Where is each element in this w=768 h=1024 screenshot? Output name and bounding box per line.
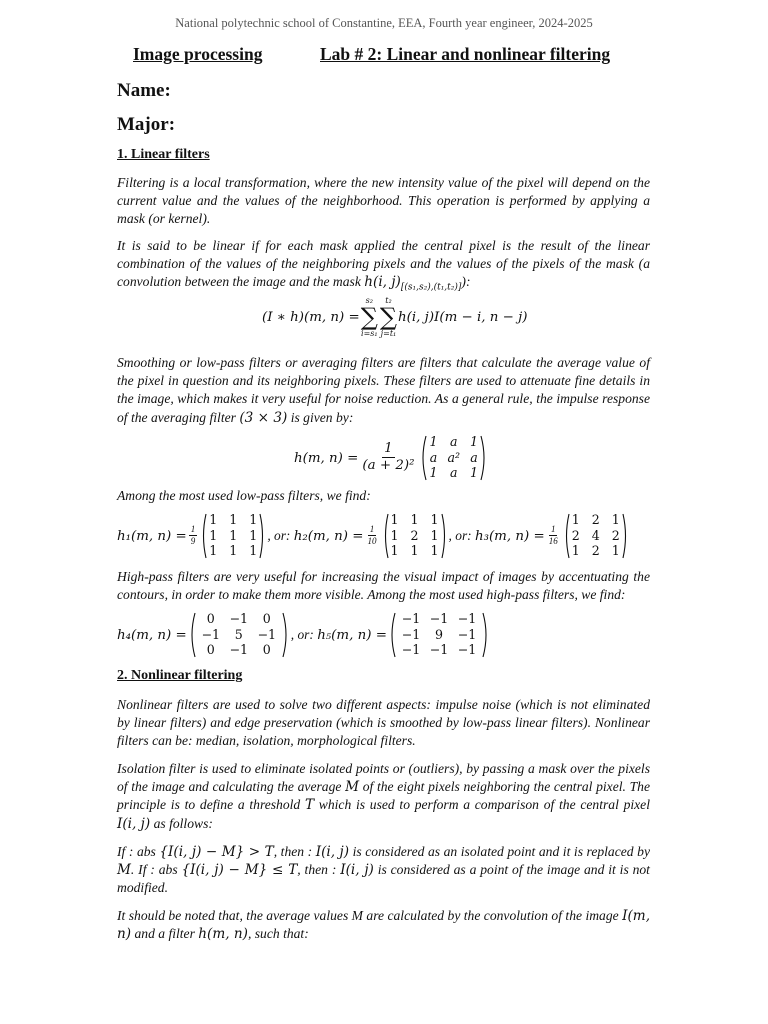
mask-subscript: [(s₁,s₂),(t₁,t₂)] — [400, 283, 462, 294]
matrix-cell: 1 — [429, 465, 438, 481]
h3-lhs: h₃(m, n) = — [474, 528, 545, 544]
h3-den: 16 — [548, 536, 558, 547]
symbol-I: I(i, j) — [315, 844, 350, 860]
matrix-cell: a — [449, 465, 458, 481]
right-paren-icon — [480, 435, 487, 481]
sum-i — [361, 296, 378, 338]
h1-matrix-grid — [207, 513, 259, 559]
matrix-cell: 1 — [390, 543, 399, 559]
p7-text-b: of the eight pixels neighboring the central pixel. The principle is to define a threshold — [117, 779, 650, 813]
averaging-filter-equation — [294, 435, 489, 481]
h4-matrix — [189, 612, 289, 658]
matrix-cell: −1 — [201, 626, 221, 642]
sigma-icon: ∑ — [379, 303, 398, 331]
matrix-cell: 1 — [571, 512, 580, 527]
p8-text-c: is considered as an isolated point and it is replaced by — [352, 844, 650, 859]
avg-matrix — [420, 435, 487, 481]
avg-lhs: h(m, n) = — [294, 450, 359, 466]
symbol-M: M — [117, 862, 131, 879]
matrix-cell: 1 — [430, 543, 439, 559]
p8-text-d: . If : abs — [130, 862, 178, 878]
p7-text-a: Isolation filter is used to eliminate isolated points or (outliers), by passing a mask over the pixels of the image and calculating the average — [117, 761, 650, 795]
avg-matrix-grid — [427, 435, 480, 481]
matrix-cell: 1 — [430, 512, 439, 527]
matrix-cell: 1 — [571, 543, 580, 559]
paragraph-linear-definition — [117, 237, 650, 297]
right-paren-icon — [259, 513, 265, 559]
sum-i-bottom: i=s₁ — [361, 329, 378, 338]
h2-matrix — [383, 513, 447, 559]
condition-2: {I(i, j) − M} ≤ T — [181, 862, 298, 879]
matrix-cell: a — [470, 449, 478, 465]
matrix-cell: −1 — [457, 611, 477, 626]
left-paren-icon — [420, 435, 427, 481]
avg-fraction — [360, 442, 416, 473]
h1-matrix — [201, 513, 265, 559]
or-label: , or: — [448, 528, 472, 543]
h5-lhs: h₅(m, n) = — [317, 627, 387, 643]
convolution-equation — [262, 296, 528, 338]
matrix-cell: 1 — [430, 527, 439, 543]
h2-matrix-grid — [389, 513, 441, 559]
h3-matrix-grid — [570, 513, 622, 559]
matrix-cell: 2 — [611, 527, 620, 543]
mask-symbol: h(i, j) — [364, 274, 401, 291]
p9-text-b: and a filter — [134, 926, 195, 942]
lowpass-filters-equation — [117, 513, 657, 559]
matrix-cell: 1 — [470, 434, 479, 449]
matrix-cell: 1 — [390, 512, 399, 527]
major-label: Major: — [117, 114, 176, 135]
avg-numerator: 1 — [384, 441, 393, 457]
p7-text-c: which is used to perform a comparison of the central pixel — [318, 797, 650, 813]
symbol-I: I(i, j) — [117, 815, 151, 832]
matrix-cell: 1 — [470, 465, 479, 481]
paragraph-lowpass — [117, 354, 650, 427]
sum-j-top: t₂ — [385, 296, 392, 305]
sum-j-bottom: j=t₁ — [380, 329, 397, 338]
symbol-image: I(m, n) — [117, 908, 651, 943]
matrix-cell: 0 — [206, 611, 215, 626]
matrix-cell: a — [449, 434, 458, 449]
h4-matrix-grid — [196, 612, 282, 658]
lab-title: Lab # 2: Linear and nonlinear filtering — [320, 44, 611, 64]
p3-text: Smoothing or low-pass filters or averaging filters are filters that calculate the average value of the pixel in question and its neighboring pixels. These filters are used to attenuate fine details in the image, which makes it very useful for noise reduction. As a general rule, the impulse response of the averaging filter — [117, 355, 650, 425]
h1-lhs: h₁(m, n) = — [117, 528, 187, 544]
matrix-cell: 1 — [229, 527, 238, 543]
symbol-I: I(i, j) — [340, 862, 374, 879]
matrix-cell: −1 — [457, 626, 477, 642]
h1-num: 1 — [190, 524, 196, 535]
matrix-cell: 1 — [209, 543, 218, 559]
right-paren-icon — [622, 513, 628, 559]
matrix-cell: 2 — [591, 512, 600, 527]
h4-lhs: h₄(m, n) = — [117, 627, 187, 643]
right-paren-icon — [282, 612, 289, 658]
h1-fraction — [189, 525, 198, 546]
matrix-cell: 1 — [611, 512, 620, 527]
p9-text-c: , such that: — [247, 926, 309, 942]
name-label: Name: — [117, 80, 171, 101]
or-label: , or: — [267, 528, 291, 543]
paragraph-average-note — [117, 907, 650, 943]
matrix-cell: 1 — [209, 512, 218, 527]
matrix-cell: 5 — [234, 626, 243, 642]
matrix-cell: 1 — [249, 512, 258, 527]
paragraph-lowpass-list: Among the most used low-pass filters, we find: — [117, 488, 371, 503]
matrix-cell: 1 — [410, 543, 419, 559]
h3-num: 1 — [550, 524, 556, 535]
matrix-cell: −1 — [257, 626, 277, 642]
matrix-cell: 0 — [262, 611, 271, 626]
or-label: , or: — [290, 627, 314, 642]
section-linear-filters-title: 1. Linear filters — [117, 147, 210, 162]
h3-matrix — [564, 513, 628, 559]
matrix-cell: 1 — [390, 527, 399, 543]
highpass-filters-equation — [117, 612, 657, 658]
paragraph-filtering-definition: Filtering is a local transformation, where the new intensity value of the pixel will depend on the current value and the values of the neighborhood. This operation is performed by applying a mask (or kernel). — [117, 175, 650, 227]
symbol-T: T — [304, 797, 315, 814]
matrix-cell: −1 — [401, 626, 421, 642]
matrix-cell: −1 — [401, 642, 421, 658]
matrix-cell: a — [429, 449, 438, 465]
symbol-M: M — [345, 779, 360, 796]
p2-end: ): — [461, 274, 471, 290]
matrix-cell: 1 — [410, 512, 419, 527]
matrix-cell: −1 — [429, 642, 449, 658]
matrix-cell: 2 — [591, 543, 600, 559]
sigma-icon: ∑ — [360, 303, 378, 331]
matrix-cell: 0 — [262, 642, 271, 658]
right-paren-icon — [441, 513, 447, 559]
h1-den: 9 — [190, 536, 196, 547]
p8-text-b: , then : — [273, 844, 313, 859]
course-title: Image processing — [133, 44, 263, 64]
h3-fraction — [547, 525, 560, 546]
matrix-cell: 9 — [434, 626, 443, 642]
left-paren-icon — [389, 612, 396, 658]
sum-j — [380, 296, 397, 338]
h2-fraction — [366, 525, 379, 546]
p3-end: is given by: — [290, 409, 354, 425]
matrix-cell: −1 — [457, 642, 477, 658]
matrix-cell: 1 — [229, 543, 238, 559]
matrix-cell: −1 — [401, 611, 421, 626]
matrix-cell: 1 — [229, 512, 238, 527]
h2-den: 10 — [367, 536, 377, 547]
matrix-cell: a² — [447, 449, 461, 465]
matrix-cell: 1 — [611, 543, 620, 559]
left-paren-icon — [189, 612, 196, 658]
filter-size: (3 × 3) — [239, 409, 288, 426]
paragraph-isolation-filter — [117, 760, 650, 833]
matrix-cell: 1 — [209, 527, 218, 543]
avg-denominator: (a + 2)² — [362, 458, 415, 474]
matrix-cell: 4 — [591, 527, 600, 543]
symbol-filter: h(m, n) — [198, 926, 248, 943]
h5-matrix — [389, 612, 489, 658]
p8-text-a: If : abs — [117, 844, 156, 859]
paragraph-highpass: High-pass filters are very useful for increasing the visual impact of images by accentuating the contours, in order to make them more visible. Among the most used high-pass filters, we find: — [117, 569, 650, 603]
matrix-cell: 0 — [206, 642, 215, 658]
matrix-cell: −1 — [429, 611, 449, 626]
h2-lhs: h₂(m, n) = — [293, 528, 364, 544]
matrix-cell: 1 — [249, 543, 258, 559]
p7-text-d: as follows: — [153, 815, 213, 831]
matrix-cell: 1 — [249, 527, 258, 543]
matrix-cell: −1 — [229, 611, 249, 626]
p2-text: It is said to be linear if for each mask applied the central pixel is the result of the linear combination of the values of the neighboring pixels and the values of the pixels of the mask (a convolution between the image and the mask — [117, 238, 650, 290]
p9-text-a: It should be noted that, the average values M are calculated by the convolution of the image — [117, 908, 619, 923]
conv-lhs: (I ∗ h)(m, n) = — [262, 309, 360, 325]
matrix-cell: 2 — [410, 527, 419, 543]
p8-text-e: , then : — [297, 862, 337, 878]
h5-matrix-grid — [396, 612, 482, 658]
paragraph-isolation-rule — [117, 843, 650, 898]
p8-text-f: is considered as a point of the image and it is not modified. — [117, 862, 650, 896]
paragraph-nonlinear: Nonlinear filters are used to solve two different aspects: impulse noise (which is not eliminated by linear filters) and edge preservation (which is smoothed by low-pass linear filters). Nonlinear filters can be: median, isolation, morphological filters. — [117, 697, 650, 749]
conv-rhs: h(i, j)I(m − i, n − j) — [398, 309, 528, 325]
sum-i-top: s₂ — [365, 296, 373, 305]
section-nonlinear-title: 2. Nonlinear filtering — [117, 668, 243, 683]
right-paren-icon — [482, 612, 489, 658]
h2-num: 1 — [369, 524, 375, 535]
page-header: National polytechnic school of Constantine, EEA, Fourth year engineer, 2024-2025 — [175, 16, 593, 30]
matrix-cell: −1 — [229, 642, 249, 658]
matrix-cell: 1 — [429, 434, 438, 449]
condition-1: {I(i, j) − M} > T — [159, 844, 274, 860]
matrix-cell: 2 — [571, 527, 580, 543]
